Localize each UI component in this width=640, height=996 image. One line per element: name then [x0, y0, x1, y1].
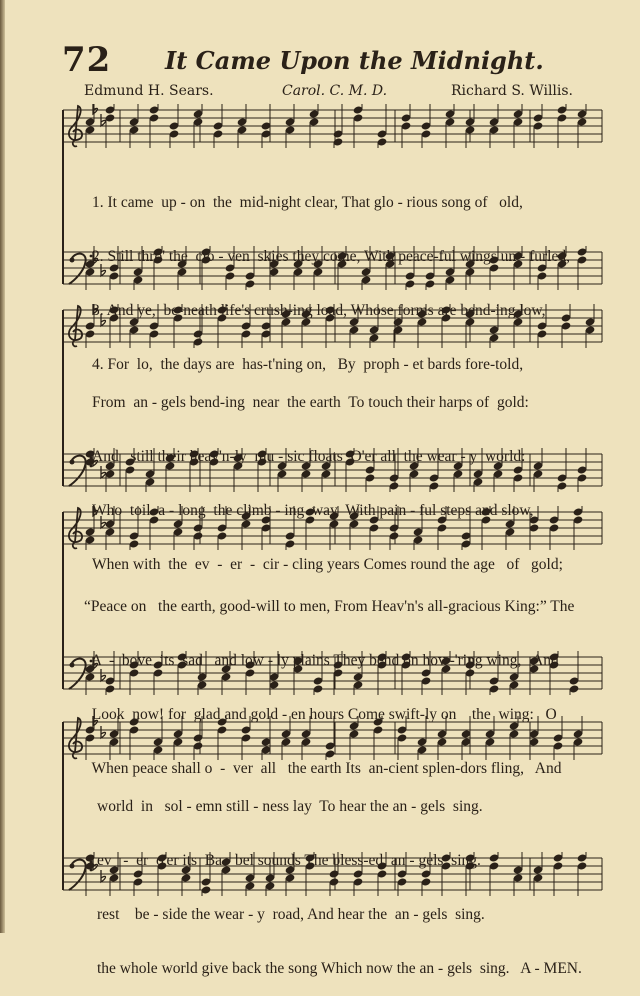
- lyric-line: And still their heav'n-ly mu - sic floats O'er all the wear - y world:: [92, 448, 526, 465]
- lyrics-block-1: [92, 158, 622, 392]
- lyric-line: world in sol - emn still - ness lay To hear the an - gels sing.: [97, 798, 483, 815]
- hymn-number: 72: [62, 40, 112, 80]
- bass-clef-head: [70, 258, 75, 263]
- lyric-line: When with the ev - er - cir - cling years Comes round the age of gold;: [92, 556, 563, 573]
- lyric-line: 4. For lo, the days are has-t'ning on, By proph - et bards fore-told,: [92, 356, 524, 373]
- treble-staff: [0, 104, 640, 148]
- lyric-line: 2. Still thro' the clo - ven skies they come, With peace-ful wings un - furled,: [92, 248, 570, 265]
- lyric-line: Who toil a - long the climb - ing way With pain - ful steps and slow,: [92, 502, 534, 519]
- lyric-line: the whole world give back the song Which now the an - gels sing. A - MEN.: [97, 960, 582, 977]
- lyric-line: Look now! for glad and gold - en hours Come swift-ly on the wing: O: [84, 706, 557, 723]
- lyric-line: From an - gels bend-ing near the earth To touch their harps of gold:: [92, 394, 529, 411]
- lyric-line: rest be - side the wear - y road, And hear the an - gels sing.: [97, 906, 485, 923]
- composer-credit: Richard S. Willis.: [451, 83, 574, 99]
- lyrics-block-4: [97, 762, 627, 996]
- system-bracket: [62, 512, 64, 689]
- author-credit: Edmund H. Sears.: [84, 83, 214, 99]
- bass-clef-head: [70, 864, 75, 869]
- lyric-line: ev - er o'er its Ba - bel sounds The bless-ed an - gels sing.: [97, 852, 481, 869]
- system-bracket: [62, 310, 64, 486]
- system-bracket: [62, 722, 64, 890]
- lyric-line: 3. And ye, be-neath life's crush-ing load, Whose forms are bend-ing low,: [92, 302, 546, 319]
- lyric-line: 1. It came up - on the mid-night clear, That glo - rious song of old,: [92, 194, 523, 211]
- lyric-line: “Peace on the earth, good-will to men, From Heav'n's all-gracious King:” The: [84, 598, 575, 615]
- bass-clef-head: [70, 663, 75, 668]
- lyrics-block-3: [84, 562, 614, 796]
- system-bracket: [62, 110, 64, 284]
- bass-clef-head: [70, 460, 75, 465]
- key-signature-flat-icon: [101, 114, 106, 126]
- tune-meter: Carol. C. M. D.: [282, 83, 388, 99]
- lyric-line: When peace shall o - ver all the earth Its an-cient splen-dors fling, And: [84, 760, 562, 777]
- lyric-line: A - bove its sad and low - ly plains They bend on hov -'ring wing, And: [84, 652, 559, 669]
- hymn-title: It Came Upon the Midnight.: [165, 46, 544, 75]
- lyrics-block-2: [92, 358, 622, 592]
